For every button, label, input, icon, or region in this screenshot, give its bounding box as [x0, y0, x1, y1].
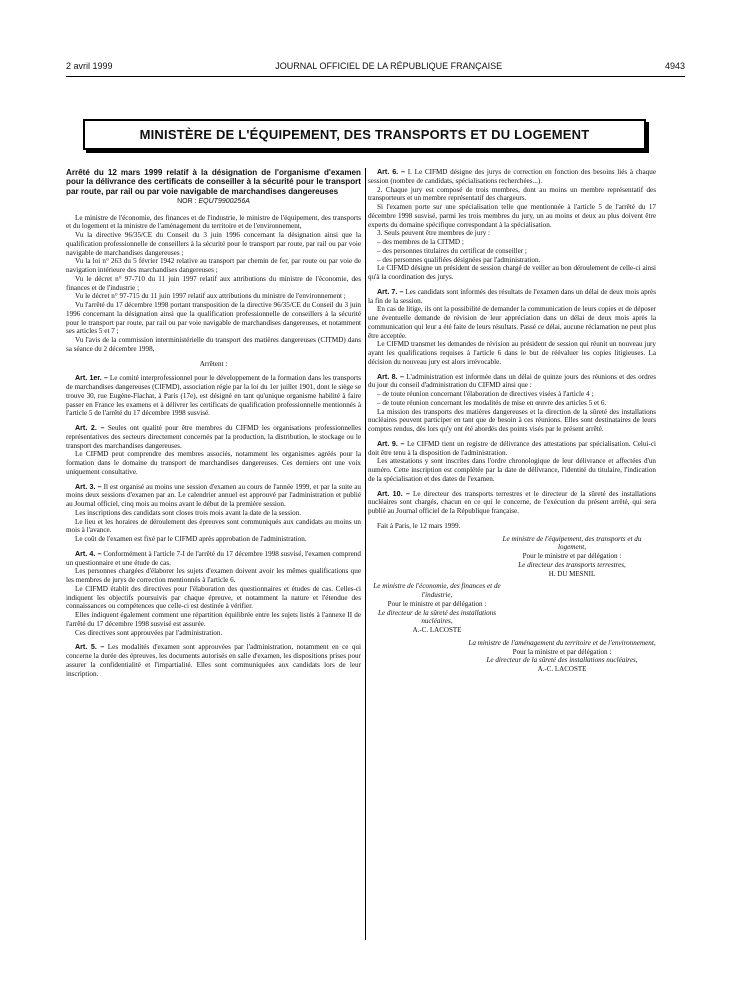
article-text: Les personnes chargées d'élaborer les sujets d'examen doivent avoir les mêmes qualifications que les membres de jurys de correction mentionnés à l'article 6.	[66, 567, 361, 585]
list-item: – de toute réunion concernant l'élaboration de directives visées à l'article 4 ;	[377, 390, 594, 398]
preamble-paragraph: Vu l'arrêté du 17 décembre 1998 portant transposition de la directive 96/35/CE du Conseil du 3 juin 1996 concernant la désignation ainsi que la qualification professionnelle de conseillers à la sécurité pour le transport par route, par rail ou par voie navigable de marchandises dangereuses, et notamment ses articles 5 et 7 ;	[66, 301, 361, 336]
header-journal: JOURNAL OFFICIEL DE LA RÉPUBLIQUE FRANÇAISE	[275, 61, 503, 71]
article-text: Le CIFMD transmet les demandes de révision au président de session qui réunit un nouveau jury ayant les qualifications requises à l'article 6 dans le but de réévaluer les copies litigieuses. La décision du nouveau jury est alors irrévocable.	[368, 340, 656, 366]
signatory-name: A.-C. LACOSTE	[412, 626, 462, 634]
article-text: Le CIFMD désigne un président de session chargé de veiller au bon déroulement de celle-ci ainsi qu'à la coordination des jurys.	[368, 264, 656, 281]
article-first-paragraph	[66, 550, 361, 568]
article-text: Le directeur des transports terrestres et le directeur de la sûreté des installations nucléaires sont chargés, chacun en ce qui le concerne, de l'exécution du présent arrêté, qui sera publié au Journal officiel de la République française.	[368, 489, 656, 515]
article-label: Art. 6. –	[377, 168, 406, 176]
article-label: Art. 9. –	[377, 439, 405, 448]
nor-code: EQUT9900256A	[198, 197, 250, 205]
column-divider	[365, 168, 366, 940]
article-label: Art. 7. –	[377, 287, 404, 296]
article	[66, 374, 361, 418]
right-column	[368, 168, 656, 674]
article-label: Art. 3. –	[75, 482, 102, 491]
list-item: – des membres de la CITMD ;	[377, 238, 464, 246]
article-label: Art. 8. –	[377, 372, 404, 381]
preamble-paragraph: Vu la loi n° 263 du 5 février 1942 relative au transport par chemin de fer, par route ou par voie de navigation intérieure des marchandises dangereuses ;	[66, 257, 361, 275]
article-text: 3. Seuls peuvent être membres de jury :	[377, 229, 491, 238]
article	[66, 424, 361, 477]
header-rule	[66, 76, 685, 77]
preamble-paragraph: Vu l'avis de la commission interministérielle du transport des matières dangereuses (CITMD) dans sa séance du 2 décembre 1998,	[66, 336, 361, 353]
article-text: Les attestations y sont inscrites dans l'ordre chronologique de leur délivrance et affectées d'un numéro. Cette inscription est complétée par la date de délivrance, l'identité du titulaire, l'indication de la spécialisation et des dates de l'examen.	[368, 457, 656, 483]
signature-director: Le directeur de la sûreté des installations nucléaires,	[377, 608, 497, 626]
article-9	[368, 440, 656, 484]
signature-delegation: Pour la ministre et par délégation :	[512, 647, 612, 656]
article-text: En cas de litige, ils ont la possibilité de demander la communication de leurs copies et de déposer une éventuelle demande de révision de leur appréciation dans un délai de deux mois après la communication qui leur a été faite de leurs résultats. Passé ce délai, aucune réclamation ne peut plus être acceptée.	[368, 305, 656, 340]
article-text: Les modalités d'examen sont approuvées par l'administration, notamment en ce qui concerne la durée des épreuves, les documents autorisés en salle d'examen, les dispositions prises pour assurer la confidentialité et l'impartialité. Elles sont communiquées aux candidats lors de leur inscription.	[66, 643, 361, 678]
preamble-paragraph: Vu le décret n° 97-715 du 11 juin 1997 relatif aux attributions du ministre de l'environnement ;	[75, 292, 346, 301]
signature-role: Le ministre de l'équipement, des transports et du logement,	[502, 534, 642, 552]
article-text: Le lieu et les horaires de déroulement des épreuves sont communiqués aux candidats au moins un mois à l'avance.	[66, 517, 361, 535]
signature-director: Le directeur de la sûreté des installations nucléaires,	[486, 656, 638, 665]
article-text: Les inscriptions des candidats sont closes trois mois avant la date de la session.	[75, 508, 302, 517]
article-label: Art. 4. –	[75, 549, 102, 558]
article-8	[368, 373, 656, 434]
article-text: 2. Chaque jury est composé de trois membres, dont au moins un membre représentatif des transporteurs et un membre représentatif des chargeurs.	[368, 185, 656, 203]
article-7	[368, 288, 656, 367]
signatory-name: A.-C. LACOSTE	[537, 665, 587, 673]
list-item: – des personnes titulaires du certificat de conseiller ;	[377, 246, 527, 255]
article-label: Art. 5. –	[75, 643, 105, 652]
left-articles	[66, 374, 361, 678]
article-label: Art. 1er. –	[75, 374, 108, 383]
arretent-heading: Arrêtent :	[199, 359, 228, 368]
article-first-paragraph	[66, 424, 361, 450]
header-page-number: 4943	[664, 61, 685, 71]
signature-delegation: Pour le ministre et par délégation :	[387, 599, 487, 608]
article-label: Art. 2. –	[75, 424, 105, 433]
list-item: – des personnes qualifiées désignées par l'administration.	[377, 255, 541, 264]
signature-block-1	[488, 535, 656, 579]
article-text: Le CIFMD peut comprendre des membres associés, notamment les organismes agréés pour la formation dans le domaine du transport de marchandises dangereuses. Ces derniers ont une voix uniquement consultative.	[66, 450, 361, 476]
article-text: Le CIFMD établit des directives pour l'élaboration des questionnaires et études de cas. Celles-ci indiquent les objectifs poursuivis par chaque épreuve, et notamment la nature et l'étendue des connaissances ou compétences que celle-ci est destinée à vérifier.	[66, 584, 361, 611]
article-text: Seules ont qualité pour être membres du CIFMD les organisations professionnelles représentatives des secteurs directement concernés par la production, la distribution, le stockage ou le transport des marchandises dangereuses.	[66, 424, 361, 450]
meetings-list	[368, 390, 656, 408]
article-label: Art. 10. –	[377, 489, 410, 498]
article-first-paragraph	[66, 374, 361, 418]
article-text: Les candidats sont informés des résultats de l'examen dans un délai de deux mois après la fin de la session.	[368, 287, 656, 305]
decree-title: Arrêté du 12 mars 1999 relatif à la désignation de l'organisme d'examen pour la délivrance des certificats de conseiller à la sécurité pour le transport par route, par rail ou par voie navigable de marchandises dangereuses	[66, 168, 361, 196]
left-column	[66, 168, 361, 678]
article-first-paragraph	[66, 483, 361, 509]
article-text: Le CIFMD tient un registre de délivrance des attestations par spécialisation. Celui-ci doit être tenu à la disposition de l'administration.	[368, 439, 656, 457]
preamble-paragraph: Vu le décret n° 97-710 du 11 juin 1997 relatif aux attributions du ministre de l'économie, des finances et de l'industrie ;	[66, 274, 361, 292]
article-text: L'administration est informée dans un délai de quinze jours des réunions et des ordres du jour du conseil d'administration du CIFMD ainsi que :	[368, 372, 656, 390]
preamble-paragraph: Vu la directive 96/35/CE du Conseil du 3 juin 1996 concernant la désignation ainsi que la qualification professionnelle de conseillers à la sécurité pour le transport par route, par rail ou par voie navigable de marchandises dangereuses ;	[66, 231, 361, 257]
article-6	[368, 168, 656, 282]
signature-role: La ministre de l'aménagement du territoire et de l'environnement,	[468, 638, 656, 647]
article	[66, 550, 361, 638]
ministry-banner: MINISTÈRE DE L'ÉQUIPEMENT, DES TRANSPORTS ET DU LOGEMENT	[83, 119, 646, 150]
header-date: 2 avril 1999	[66, 61, 113, 71]
preamble	[66, 214, 361, 354]
article-first-paragraph	[66, 643, 361, 678]
page-header	[66, 61, 685, 71]
article-text: Si l'examen porte sur une spécialisation telle que mentionnée à l'article 5 de l'arrêté du 17 décembre 1998 susvisé, parmi les trois membres du jury, un au moins et deux au plus doivent être experts du domaine spécifique correspondant à la spécialisation.	[368, 203, 656, 229]
nor-label: NOR :	[177, 197, 197, 205]
article-text: Elles indiquent également comment une répartition équilibrée entre les sujets listés à l'annexe II de l'arrêté du 17 décembre 1998 susvisé est assurée.	[66, 611, 361, 628]
article-text: Il est organisé au moins une session d'examen au cours de l'année 1999, et par la suite au moins deux sessions d'examen par an. Le calendrier annuel est approuvé par l'administration et publié au Journal officiel, cinq mois au moins avant le début de la première session.	[66, 482, 361, 509]
article-text: Le coût de l'examen est fixé par le CIFMD après approbation de l'administration.	[75, 535, 307, 544]
preamble-paragraph: Le ministre de l'économie, des finances et de l'industrie, le ministre de l'équipement, des transports et du logement et la ministre de l'aménagement du territoire et de l'environnement,	[66, 213, 361, 231]
article-text: La mission des transports des matières dangereuses et la direction de la sûreté des installations nucléaires peuvent participer en tant que de besoin à ces réunions. Elles sont destinataires de leurs comptes rendus, dès lors qu'y ont été abordés des points visés par le présent arrêté.	[368, 407, 656, 433]
signature-director: Le directeur des transports terrestres,	[518, 560, 626, 569]
jury-members-list	[368, 238, 656, 264]
signature-delegation: Pour le ministre et par délégation :	[522, 552, 622, 560]
article-text: Ces directives sont approuvées par l'administration.	[75, 628, 223, 637]
done-at-paris: Fait à Paris, le 12 mars 1999.	[377, 521, 461, 530]
list-item: – de toute réunion concernant les modalités de mise en œuvre des articles 5 et 6.	[377, 398, 607, 407]
signature-block-2	[368, 582, 506, 635]
signature-role: Le ministre de l'économie, des finances et de l'industrie,	[373, 582, 501, 599]
article-text: I. Le CIFMD désigne des jurys de correction en fonction des besoins liés à chaque session (nombre de candidats, spécialisations recherchées...).	[368, 168, 656, 185]
nor-reference	[66, 198, 361, 207]
article	[66, 483, 361, 544]
signatory-name: H. DU MESNIL	[548, 569, 596, 578]
article-10	[368, 490, 656, 516]
article-text: Le comité interprofessionnel pour le développement de la formation dans les transports de marchandises dangereuses (CIFMD), association régie par la loi du 1er juillet 1901, dont le siège se trouve 30, rue Eugène-Flachat, à Paris (17e), est désigné en tant qu'unique organisme habilité à faire passer en France les examens et à délivrer les certificats de qualification professionnelle mentionnés à l'article 5 de l'arrêté du 17 décembre 1998 susvisé.	[66, 374, 361, 418]
signature-block-3	[468, 639, 656, 674]
article	[66, 643, 361, 678]
article-text: Conformément à l'article 7-I de l'arrêté du 17 décembre 1998 susvisé, l'examen comprend un questionnaire et une étude de cas.	[66, 549, 361, 567]
